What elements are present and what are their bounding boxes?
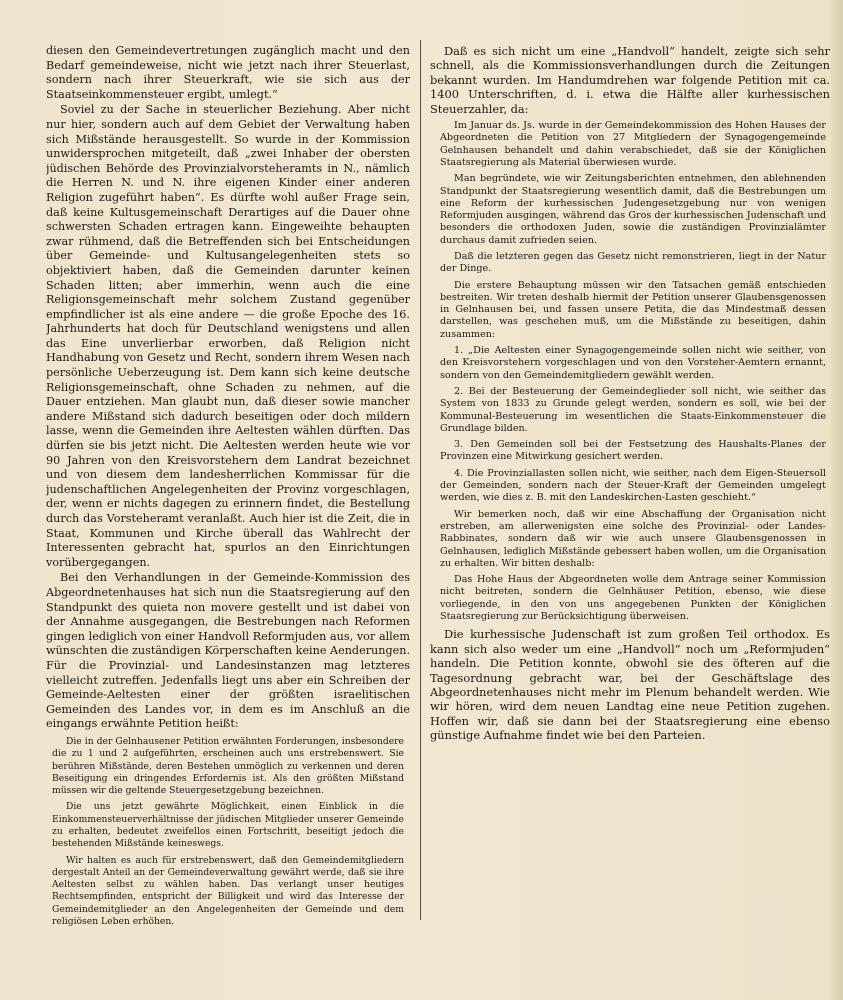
paragraph: diesen den Gemeindevertretungen zugänglich macht und den Bedarf gemeindeweise, nicht wie jetzt nach ihrer Steuerlast, sondern nach ihrer Steuerkraft, wie sie sich aus der Staatseinkommensteuer ergibt, umlegt.“	[46, 44, 410, 101]
paragraph: Bei den Verhandlungen in der Gemeinde-Kommission des Abgeordnetenhauses hat sich nun die Staatsregierung auf den Standpunkt des quieta non movere gestellt und ist dabei von der Annahme ausgegangen, die Bestrebungen nach Reformen gingen lediglich von einer Handvoll Reformjuden aus, vor allem wünschten die zuständigen Körperschaften keine Aenderungen. Für die Provinzial- und Landesinstanzen mag letzteres vielleicht zutreffen. Jedenfalls liegt uns aber ein Schreiben der Gemeinde-Aeltesten einer der größten israelitischen Gemeinden des Landes vor, in dem es im Anschluß an die eingangs erwähnte Petition heißt:	[46, 571, 410, 731]
petition-item-1: 1. „Die Aeltesten einer Synagogengemeinde sollen nicht wie seither, von den Kreisvorstehern vorgeschlagen und von den Vorsteher-Aemtern ernannt, sondern von den Gemeindemitgliedern gewählt werden.	[440, 345, 826, 381]
column-divider	[420, 40, 421, 920]
quoted-paragraph: Wir bemerken noch, daß wir eine Abschaffung der Organisation nicht erstreben, am allerwenigsten eine solche des Provinzial- oder Landes-Rabbinates, sondern daß wir wie auch unsere Glaubensgenossen in Gelnhausen, lediglich Mißstände gebessert haben wollen, um die Organisation zu erhalten. Wir bitten deshalb:	[440, 508, 826, 569]
petition-item-2: 2. Bei der Besteuerung der Gemeindeglieder soll nicht, wie seither das System von 1833 zu Grunde gelegt werden, sondern es soll, wie bei der Kommunal-Besteuerung im wesentlichen die Staats-Einkommensteuer die Grundlage bilden.	[440, 385, 826, 434]
page-edge	[831, 0, 843, 1000]
quoted-paragraph: Daß die letzteren gegen das Gesetz nicht remonstrieren, liegt in der Natur der Dinge.	[440, 251, 826, 275]
petition-item-3: 3. Den Gemeinden soll bei der Festsetzung des Haushalts-Planes der Provinzen eine Mitwirkung gesichert werden.	[440, 439, 826, 463]
petition-item-4: 4. Die Provinziallasten sollen nicht, wie seither, nach dem Eigen-Steuersoll der Gemeinden, sondern nach der Steuer-Kraft der Gemeinden umgelegt werden, wie dies z. B. mit den Landeskirchen-Lasten geschieht.“	[440, 467, 826, 504]
quoted-paragraph: Die in der Gelnhausener Petition erwähnten Forderungen, insbesondere die zu 1 und 2 aufgeführten, erscheinen auch uns erstrebenswert. Sie berühren Mißstände, deren Bestehen unmöglich zu verkennen und deren Beseitigung ein dringendes Erfordernis ist. Als den größten Mißstand müssen wir die geltende Steuergesetzgebung bezeichnen.	[52, 735, 404, 797]
quoted-paragraph: Wir halten es auch für erstrebenswert, daß den Gemeindemitgliedern dergestalt Anteil an der Gemeindeverwaltung gewährt werde, daß sie ihre Aeltesten selbst zu wählen haben. Das verlangt unser heutiges Rechtsempfinden, entspricht der Billigkeit und wird das Interesse der Gemeindemitglieder an den Angelegenheiten der Gemeinde und dem religiösen Leben erhöhen.	[52, 854, 404, 928]
right-column	[430, 44, 830, 894]
quoted-paragraph: Im Januar ds. Js. wurde in der Gemeindekommission des Hohen Hauses der Abgeordneten die Petition von 27 Mitgliedern der Synagogengemeinde Gelnhausen behandelt und dahin verabschiedet, daß sie der Königlichen Staatsregierung als Material überwiesen wurde.	[440, 120, 826, 168]
quoted-paragraph: Das Hohe Haus der Abgeordneten wolle dem Antrage seiner Kommission nicht beitreten, sondern die Gelnhäuser Petition, ebenso, wie diese vorliegende, in den von uns angegebenen Punkten der Königlichen Staatsregierung zur Berücksichtigung überweisen.	[440, 574, 826, 623]
paragraph: Daß es sich nicht um eine „Handvoll“ handelt, zeigte sich sehr schnell, als die Kommissionsverhandlungen durch die Zeitungen bekannt wurden. Im Handumdrehen war folgende Petition mit ca. 1400 Unterschriften, d. i. etwa die Hälfte aller kurhessischen Steuerzahler, da:	[430, 44, 830, 116]
quoted-paragraph: Die erstere Behauptung müssen wir den Tatsachen gemäß entschieden bestreiten. Wir treten deshalb hiermit der Petition unserer Glaubensgenossen in Gelnhausen bei, und fassen unsere Petita, die das Mindestmaß dessen darstellen, was geschehen muß, um die Mißstände zu beseitigen, dahin zusammen:	[440, 279, 826, 340]
left-column	[46, 44, 410, 989]
quoted-paragraph: Die uns jetzt gewährte Möglichkeit, einen Einblick in die Einkommensteuerverhältnisse der jüdischen Mitglieder unserer Gemeinde zu erhalten, bedeutet zweifellos einen Fortschritt, beseitigt jedoch die bestehenden Mißstände keineswegs.	[52, 801, 404, 850]
paragraph: Soviel zu der Sache in steuerlicher Beziehung. Aber nicht nur hier, sondern auch auf dem Gebiet der Verwaltung haben sich Mißstände herausgestellt. So wurde in der Kommission unwidersprochen mitgeteilt, daß „zwei Inhaber der obersten jüdischen Behörde des Provinzialvorsteheramts in N., nämlich die Herren N. und N. ihre eigenen Kinder einer anderen Religion zugeführt haben“. Es dürfte wohl außer Frage sein, daß keine Kultusgemeinschaft Derartiges auf die Dauer ohne schwersten Schaden ertragen kann. Eingeweihte behaupten zwar rühmend, daß die Betreffenden sich bei Entscheidungen über Gemeinde- und Kultusangelegenheiten stets so objektiviert haben, daß die Gemeinden darunter keinen Schaden litten; aber immerhin, wenn auch die eine Religionsgemeinschaft mehr solchem Zustand gegenüber empfindlicher ist als eine andere — die große Epoche des 16. Jahrhunderts hat doch für Deutschland wenigstens und allen das Eine unverlierbar erworben, daß Religion nicht Handhabung von Gesetz und Recht, sondern ihrem Wesen nach persönliche Ueberzeugung ist. Dem kann sich keine deutsche Religionsgemeinschaft, ohne Schaden zu nehmen, auf die Dauer entziehen. Man glaubt nun, daß dieser sowie mancher andere Mißstand sich dadurch beseitigen oder doch mildern lasse, wenn die Gemeinden ihre Aeltesten wählen dürften. Das dürfen sie bis jetzt nicht. Die Aeltesten werden heute wie vor 90 Jahren von den Kreisvorstehern dem Landrat bezeichnet und von diesem dem landesherrlichen Kommissar für die judenschaftlichen Angelegenheiten der Provinz vorgeschlagen, der, wenn er nichts dagegen zu erinnern findet, die Bestellung durch das Vorsteheramt veranlaßt. Auch hier ist die Zeit, die in Staat, Kommunen und Kirche überall das Wahlrecht der Interessenten gebracht hat, spurlos an den Einrichtungen vorübergegangen.	[46, 103, 410, 569]
paragraph: Die kurhessische Judenschaft ist zum großen Teil orthodox. Es kann sich also weder um eine „Handvoll“ noch um „Reformjuden“ handeln. Die Petition konnte, obwohl sie des öfteren auf die Tagesordnung gebracht war, bei der Geschäftslage des Abgeordnetenhauses nicht mehr im Plenum behandelt werden. Wie wir hören, wird dem neuen Landtag eine neue Petition zugehen. Hoffen wir, daß sie dann bei der Staatsregierung eine ebenso günstige Aufnahme findet wie bei den Parteien.	[430, 627, 830, 743]
quoted-paragraph: Man begründete, wie wir Zeitungsberichten entnehmen, den ablehnenden Standpunkt der Staatsregierung wesentlich damit, daß die Bestrebungen um eine Reform der kurhessischen Judengesetzgebung nur von wenigen Reformjuden ausgingen, während das Gros der kurhessischen Judenschaft und besonders die orthodoxen Juden, sowie die zuständigen Provinzialämter durchaus damit zufrieden seien.	[440, 173, 826, 246]
